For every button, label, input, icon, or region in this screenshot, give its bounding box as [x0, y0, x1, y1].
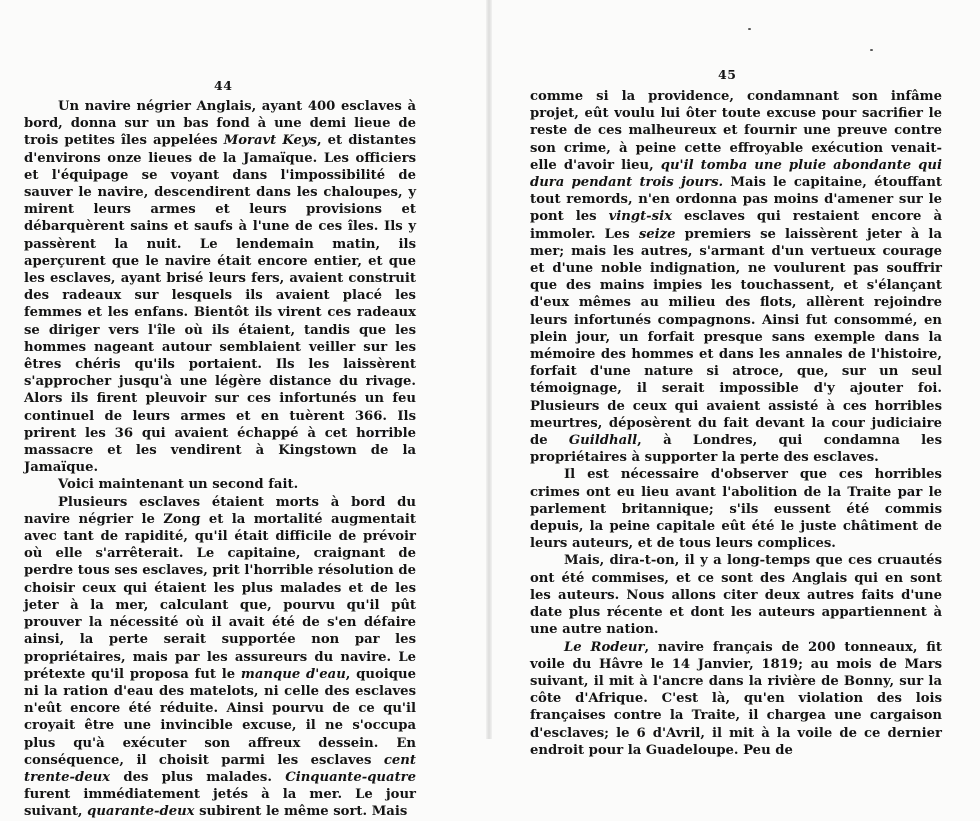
paragraph — [24, 98, 416, 476]
paragraph — [24, 494, 416, 821]
text-run: , et distantes d'environs onze lieues de la Jamaïque. Les officiers et l'équipage se voyant dans l'impossibilité de sauver le navire, descendirent dans les chaloupes, y mirent leurs armes et leurs provisions et débarquèrent sains et saufs à l'une de ces îles. Ils y passèrent la nuit. Le lendemain matin, ils aperçurent que le navire était encore entier, et que les esclaves, ayant brisé leurs fers, avaient construit des radeaux sur lesquels ils avaient placé les femmes et les enfans. Bientôt ils virent ces radeaux se diriger vers l'île où ils étaient, tandis que les hommes nageant autour semblaient veiller sur les êtres chéris qu'ils portaient. Ils les laissèrent s'approcher jusqu'à une légère distance du rivage. Alors ils firent pleuvoir sur ces infortunés un feu continuel de leurs armes et en tuèrent 366. Ils prirent les 36 qui avaient échappé à cet horrible massacre et les vendirent à Kingstown de la Jamaïque. — [24, 133, 416, 476]
ink-speck — [748, 28, 751, 30]
text-run: Il est nécessaire d'observer que ces horribles crimes ont eu lieu avant l'abolition de la Traite par le parlement britannique; s'ils eussent été commis depuis, la peine capitale eût été le juste châtiment de leurs auteurs, et de tous leurs complices. — [530, 467, 942, 552]
paragraph — [530, 88, 942, 466]
page-number-left: 44 — [214, 78, 233, 93]
left-page — [0, 0, 490, 820]
paragraph — [530, 639, 942, 759]
italic-text: qu'il tomba une pluie abondante qui dura pendant trois jours. — [530, 157, 942, 191]
text-run: , quoique ni la ration d'eau des matelots, ni celle des esclaves n'eût encore été réduite. Ainsi pourvu de ce qu'il croyait être une invincible excuse, il ne s'occupa plus qu'à exécuter son affreux dessein. En conséquence, il choisit parmi les esclaves — [24, 666, 416, 768]
italic-text: manque d'eau — [240, 666, 346, 682]
italic-text: quarante-deux — [87, 804, 195, 820]
text-run: Voici maintenant un second fait. — [58, 477, 299, 493]
text-run: , navire français de 200 tonneaux, fit voile du Hâvre le 14 Janvier, 1819; au mois de Mars suivant, il mit à l'ancre dans la rivière de Bonny, sur la côte d'Afrique. C'est là, qu'en violation des lois françaises contre la Traite, il chargea une cargaison d'esclaves; le 6 d'Avril, il mit à la voile de ce dernier endroit pour la Guadeloupe. Peu de — [530, 639, 942, 758]
text-run: esclaves qui restaient encore à immoler. Les — [530, 209, 943, 242]
text-run: Mais, dira-t-on, il y a long-temps que ces cruautés ont été commises, et ce sont des Anglais qui en sont les auteurs. Nous allons citer deux autres faits d'une date plus récente et dont les auteurs appartiennent à une autre nation. — [530, 553, 942, 638]
text-run: , à Londres, qui condamna les propriétaires à supporter la perte des esclaves. — [530, 433, 942, 466]
right-page-text — [530, 88, 942, 759]
text-run: subirent le même sort. Mais — [194, 804, 408, 820]
right-page — [490, 0, 980, 758]
paragraph — [530, 552, 942, 638]
ink-speck — [870, 49, 873, 51]
text-run: des plus malades. — [110, 769, 286, 785]
text-run: Mais le capitaine, étouffant tout remords, n'en ordonna pas moins d'amener sur le pont les — [530, 175, 943, 225]
page-number-right: 45 — [718, 67, 737, 82]
italic-text: vingt-six — [608, 209, 672, 225]
italic-text: Moravt Keys — [223, 133, 317, 149]
italic-text: Cinquante-quatre — [285, 769, 416, 785]
paragraph — [24, 476, 416, 493]
text-run: furent immédiatement jetés à la mer. Le jour suivant, — [24, 787, 416, 820]
italic-text: cent trente-deux — [24, 752, 416, 785]
text-run: Plusieurs esclaves étaient morts à bord du navire négrier le Zong et la mortalité augmentait avec tant de rapidité, qu'il était difficile de prévoir où elle s'arrêterait. Le capitaine, craignant de perdre tous ses esclaves, prit l'horrible résolution de choisir ceux qui étaient les plus malades et de les jeter à la mer, calculant que, pourvu qu'il pût prouver la nécessité où il avait été de s'en défaire ainsi, la perte serait supportée non par les propriétaires, mais par les assureurs du navire. Le prétexte qu'il proposa fut le — [24, 494, 416, 682]
italic-text: Le Rodeur — [564, 639, 645, 655]
italic-text: Guildhall — [568, 433, 638, 449]
italic-text: seize — [638, 226, 676, 242]
text-run: Un navire négrier Anglais, ayant 400 esclaves à bord, donna sur un bas fond à une demi lieue de trois petites îles appelées — [24, 99, 416, 149]
paragraph — [530, 466, 942, 552]
text-run: comme si la providence, condamnant son infâme projet, eût voulu lui ôter toute excuse pour sacrifier le reste de ces malheureux et fournir une preuve contre son crime, à peine cette effroyable exécution venait-elle d'avoir lieu, — [530, 89, 942, 173]
left-page-text — [24, 98, 416, 821]
text-run: premiers se laissèrent jeter à la mer; mais les autres, s'armant d'un vertueux courage et d'une noble indignation, ne voulurent pas souffrir que des mains impies les touchassent, et s'élançant d'eux mêmes au milieu des flots, allèrent rejoindre leurs infortunés compagnons. Ainsi fut consommé, en plein jour, un forfait presque sans exemple dans la mémoire des hommes et dans les annales de l'histoire, forfait d'une nature si atroce, que, sur un seul témoignage, il serait impossible d'y ajouter foi. Plusieurs de ceux qui avaient assisté à ces horribles meurtres, déposèrent du fait devant la cour judiciaire de — [530, 226, 942, 449]
